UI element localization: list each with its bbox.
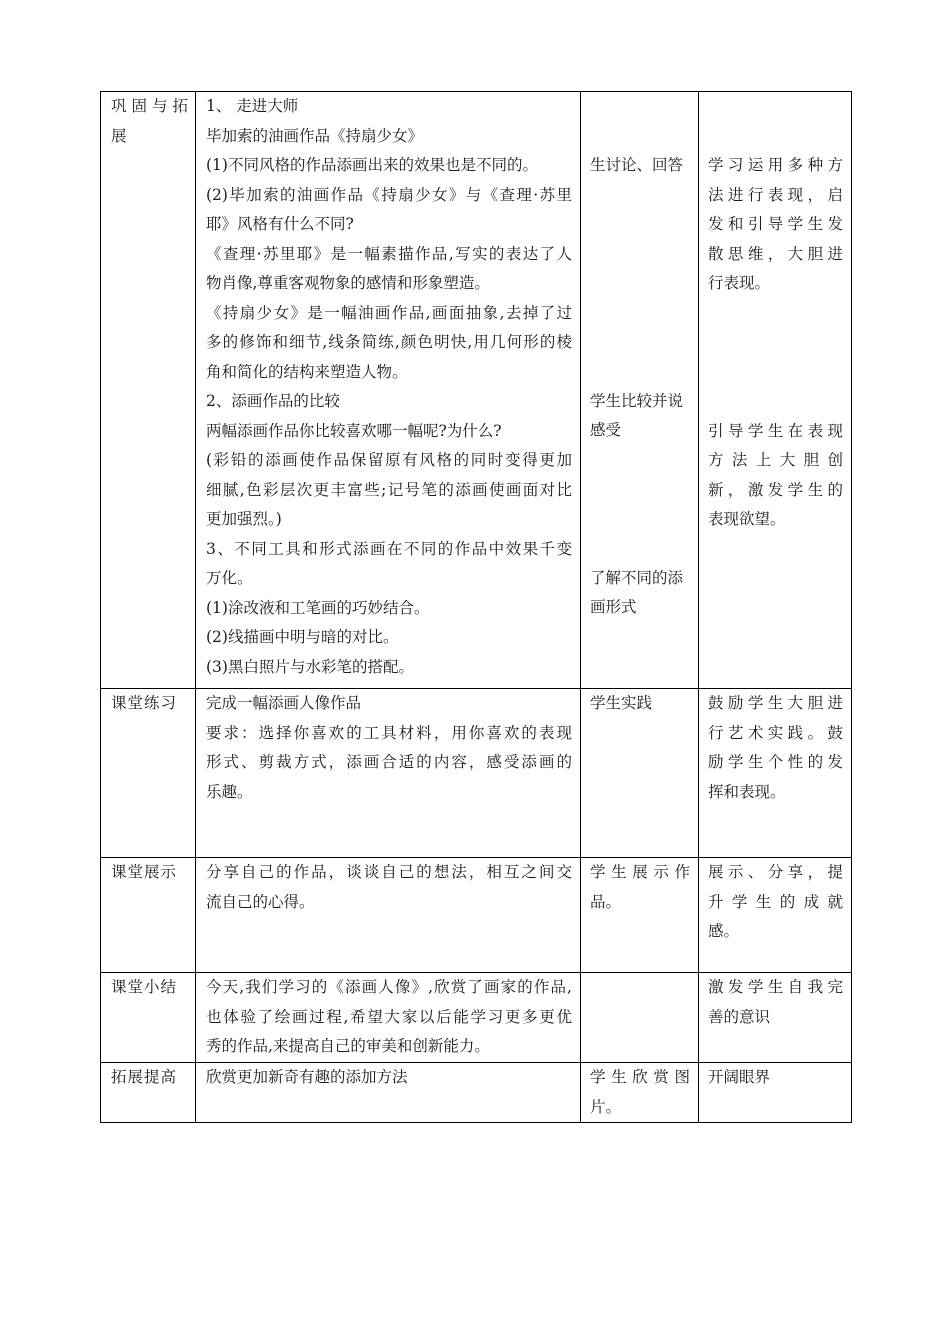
design-intent-cell <box>699 1063 852 1123</box>
student-text: 片。 <box>590 1097 622 1116</box>
content-cell <box>196 858 581 973</box>
intent-text: 开阔眼界 <box>708 1068 771 1086</box>
intent-text: 励学生个性的发 <box>708 753 843 771</box>
table-row <box>101 973 852 1063</box>
content-line: (2)毕加索的油画作品《持扇少女》与《查理·苏里 <box>206 185 572 204</box>
content-line: (3)黑白照片与水彩笔的搭配。 <box>206 657 414 676</box>
content-line: 《持扇少女》是一幅油画作品,画面抽象,去掉了过 <box>206 303 572 322</box>
stage-text: 展 <box>111 126 128 145</box>
content-line: 欣赏更加新奇有趣的添加方法 <box>206 1068 408 1086</box>
content-cell <box>196 689 581 858</box>
stage-cell <box>101 689 196 858</box>
content-line: 分享自己的作品，谈谈自己的想法，相互之间交 <box>206 863 572 881</box>
table-row <box>101 858 852 973</box>
stage-text: 巩固与拓 <box>111 97 189 115</box>
student-text: 感受 <box>590 421 622 439</box>
intent-text: 激发学生自我完 <box>708 978 843 996</box>
intent-text: 学习运用多种方 <box>708 156 843 174</box>
content-line: 也体验了绘画过程,希望大家以后能学习更多更优 <box>206 1007 572 1026</box>
content-line: 秀的作品,来提高自己的审美和创新能力。 <box>206 1037 490 1055</box>
student-activity-cell <box>581 973 699 1063</box>
content-line: 形式、剪裁方式，添画合适的内容，感受添画的 <box>206 753 572 771</box>
intent-text: 善的意识 <box>708 1007 771 1026</box>
content-line: 3、不同工具和形式添画在不同的作品中效果千变 <box>206 539 572 558</box>
intent-text: 发和引导学生发 <box>708 215 843 233</box>
stage-cell <box>101 973 196 1063</box>
design-intent-cell <box>699 92 852 689</box>
content-line: 今天,我们学习的《添画人像》,欣赏了画家的作品, <box>206 978 572 996</box>
content-cell <box>196 1063 581 1123</box>
student-text: 了解不同的添 <box>590 568 684 587</box>
content-line: 毕加索的油画作品《持扇少女》 <box>206 126 424 145</box>
student-activity-cell <box>581 1063 699 1123</box>
student-text: 学生比较并说 <box>590 391 684 410</box>
table-row <box>101 689 852 858</box>
stage-cell <box>101 858 196 973</box>
content-line: (1)不同风格的作品添画出来的效果也是不同的。 <box>206 156 538 174</box>
content-line: 细腻,色彩层次更丰富些;记号笔的添画使画面对比 <box>206 480 572 499</box>
intent-text: 新，激发学生的 <box>708 480 843 499</box>
student-activity-cell <box>581 689 699 858</box>
stage-text: 课堂展示 <box>111 863 178 881</box>
content-line: 完成一幅添画人像作品 <box>206 694 362 712</box>
content-line: 角和简化的结构来塑造人物。 <box>206 362 408 381</box>
design-intent-cell <box>699 858 852 973</box>
intent-text: 散思维，大胆进 <box>708 244 843 263</box>
table-row <box>101 1063 852 1123</box>
content-line: 万化。 <box>206 569 253 587</box>
student-activity-cell <box>581 858 699 973</box>
stage-text: 课堂小结 <box>111 978 178 996</box>
content-cell <box>196 973 581 1063</box>
intent-text: 升 学 生 的 成 就 <box>708 892 843 911</box>
content-line: 多的修饰和细节,线条简练,颜色明快,用几何形的棱 <box>206 333 572 351</box>
content-line: 乐趣。 <box>206 782 253 801</box>
table-row <box>101 92 852 689</box>
content-line: 要求：选择你喜欢的工具材料，用你喜欢的表现 <box>206 723 572 742</box>
intent-text: 行表现。 <box>708 274 771 292</box>
stage-cell <box>101 92 196 689</box>
stage-text: 课堂练习 <box>111 694 178 712</box>
content-line: 耶》风格有什么不同? <box>206 215 354 233</box>
student-text: 画形式 <box>590 598 637 616</box>
intent-text: 引导学生在表现 <box>708 421 843 440</box>
student-text: 学 生 欣 赏 图 <box>590 1068 690 1086</box>
intent-text: 行艺术实践。鼓 <box>708 723 843 742</box>
design-intent-cell <box>699 689 852 858</box>
student-text: 学生实践 <box>590 694 653 712</box>
intent-text: 法进行表现，启 <box>708 185 843 204</box>
content-line: 2、添画作品的比较 <box>206 392 340 410</box>
intent-text: 方法上大胆创 <box>708 451 843 469</box>
student-text: 生讨论、回答 <box>590 156 684 174</box>
student-text: 品。 <box>590 892 622 911</box>
content-line: (1)涂改液和工笔画的巧妙结合。 <box>206 598 430 617</box>
content-line: 流自己的心得。 <box>206 892 315 911</box>
intent-text: 鼓励学生大胆进 <box>708 694 843 712</box>
content-line: 1、 走进大师 <box>206 97 299 115</box>
student-text: 学 生 展 示 作 <box>590 863 690 881</box>
content-line: (彩铅的添画使作品保留原有风格的同时变得更加 <box>206 451 572 469</box>
intent-text: 表现欲望。 <box>708 510 786 528</box>
stage-cell <box>101 1063 196 1123</box>
content-line: 《查理·苏里耶》是一幅素描作品,写实的表达了人 <box>206 244 572 263</box>
intent-text: 感。 <box>708 922 740 940</box>
content-cell <box>196 92 581 689</box>
content-line: 两幅添画作品你比较喜欢哪一幅呢?为什么? <box>206 421 502 440</box>
student-activity-cell <box>581 92 699 689</box>
content-line: 更加强烈。) <box>206 510 282 528</box>
stage-text: 拓展提高 <box>111 1068 178 1086</box>
intent-text: 挥和表现。 <box>708 782 786 801</box>
design-intent-cell <box>699 973 852 1063</box>
content-line: (2)线描画中明与暗的对比。 <box>206 628 399 646</box>
lesson-plan-table <box>100 91 852 1123</box>
intent-text: 展示、分享，提 <box>708 863 843 881</box>
content-line: 物肖像,尊重客观物象的感情和形象塑造。 <box>206 274 490 292</box>
